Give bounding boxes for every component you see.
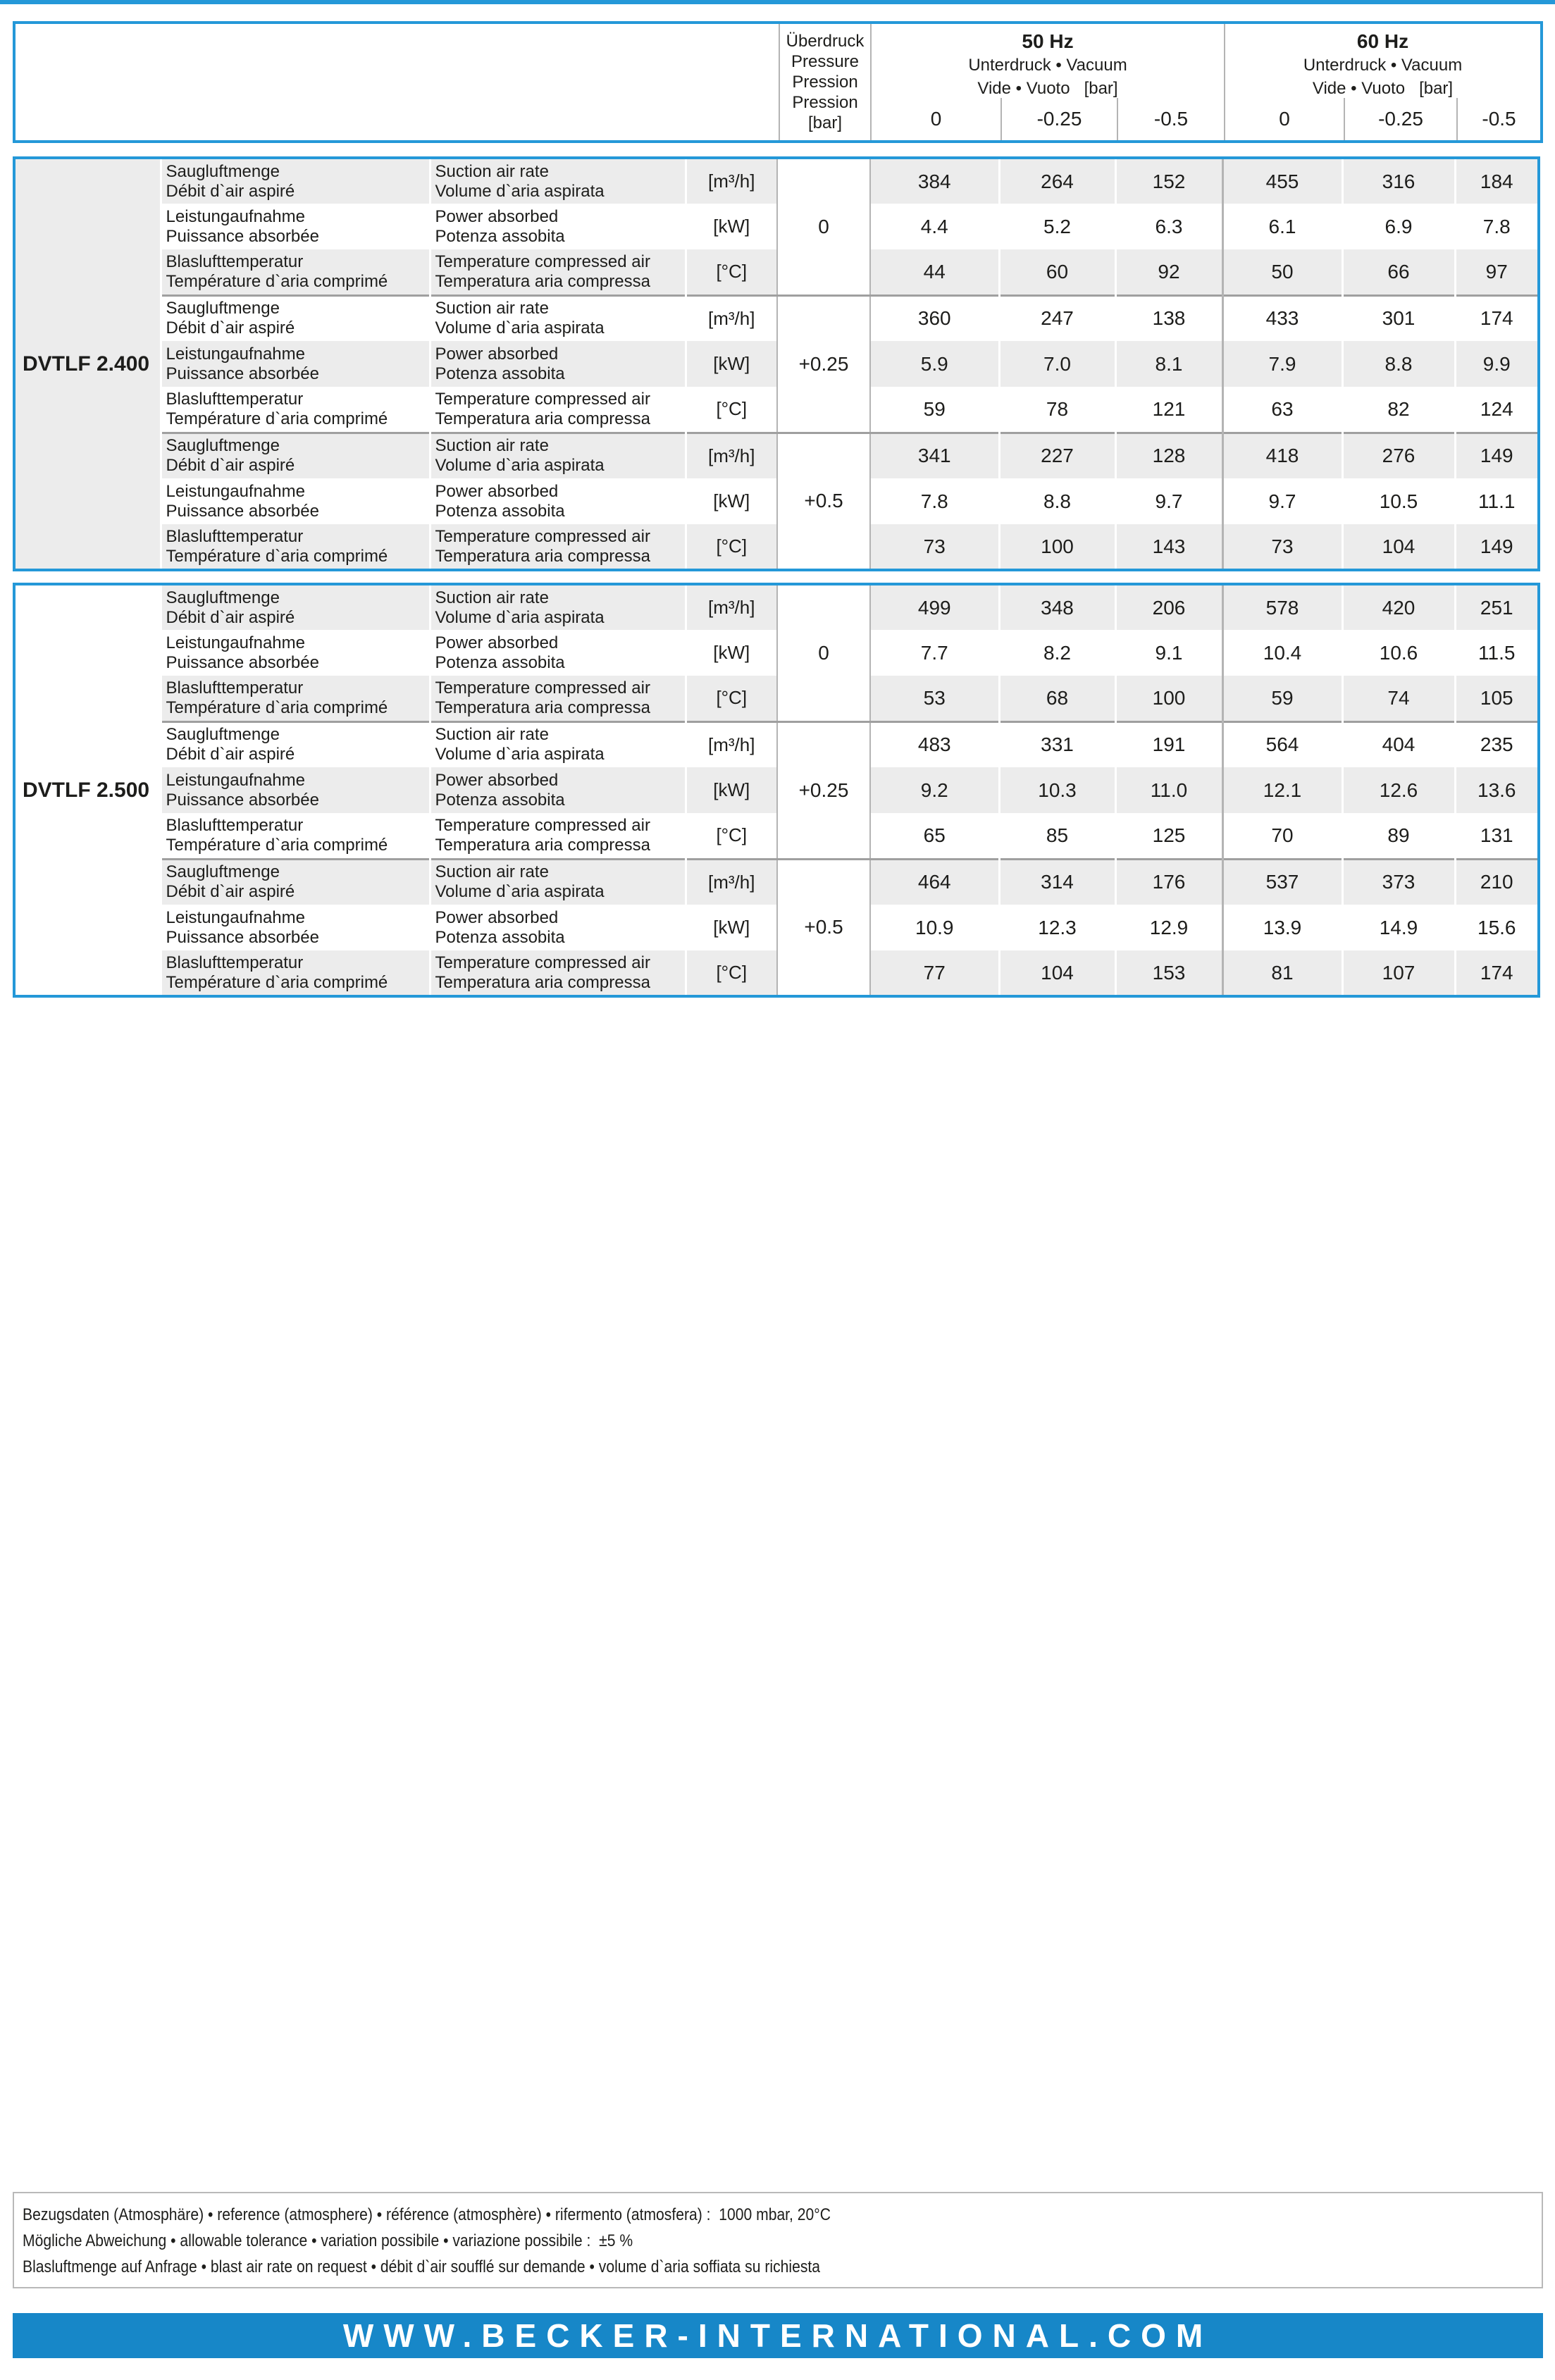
label-line: Saugluftmenge: [166, 436, 280, 456]
value-cell: 92: [1115, 249, 1222, 295]
value-cell: 316: [1342, 158, 1455, 204]
value-cell: 9.7: [1222, 478, 1342, 524]
label-line: Power absorbed: [435, 633, 559, 652]
unit-cell: [°C]: [686, 813, 777, 859]
value-cell: 206: [1115, 584, 1222, 630]
footer-line: Bezugsdaten (Atmosphäre) • reference (atmosphere) • référence (atmosphère) • rifermento (atmosfera) : 1000 mbar, 20°C: [23, 2205, 831, 2224]
label-line: Power absorbed: [435, 481, 559, 501]
label-line: Débit d`air aspiré: [166, 607, 295, 627]
value-cell: 82: [1342, 387, 1455, 433]
value-cell: 14.9: [1342, 905, 1455, 950]
value-cell: 149: [1455, 524, 1539, 570]
value-cell: 59: [1222, 676, 1342, 721]
label-line: Volume d`aria aspirata: [435, 882, 605, 902]
label-line: Volume d`aria aspirata: [435, 456, 605, 476]
value-cell: 13.9: [1222, 905, 1342, 950]
unit-cell: [m³/h]: [686, 721, 777, 767]
value-cell: 384: [870, 158, 999, 204]
model-name: DVTLF 2.400: [14, 158, 161, 570]
value-cell: 50: [1222, 249, 1342, 295]
label-line: Leistungaufnahme: [166, 907, 305, 927]
value-cell: 247: [999, 295, 1115, 341]
value-cell: 11.5: [1455, 630, 1539, 676]
label-line: Power absorbed: [435, 907, 559, 927]
unit-cell: [kW]: [686, 905, 777, 950]
header-table: [13, 21, 1543, 143]
value-cell: 251: [1455, 584, 1539, 630]
value-cell: 12.9: [1115, 905, 1222, 950]
value-cell: 483: [870, 721, 999, 767]
row-label-de-fr: [161, 158, 430, 204]
label-line: Blaslufttemperatur: [166, 815, 304, 835]
footer-box: [13, 2192, 1543, 2288]
value-cell: 89: [1342, 813, 1455, 859]
label-line: Power absorbed: [435, 770, 559, 790]
label-line: Temperature compressed air: [435, 389, 650, 409]
value-cell: 81: [1222, 950, 1342, 996]
label-line: Puissance absorbée: [166, 927, 319, 947]
label-line: Blaslufttemperatur: [166, 389, 304, 409]
value-cell: 301: [1342, 295, 1455, 341]
unit-cell: [m³/h]: [686, 158, 777, 204]
label-line: Puissance absorbée: [166, 652, 319, 672]
value-cell: 149: [1455, 433, 1539, 478]
row-label-de-fr: [161, 584, 430, 630]
value-cell: 6.1: [1222, 204, 1342, 249]
value-cell: 10.9: [915, 916, 954, 938]
value-cell: 7.8: [1455, 204, 1539, 249]
unit-cell: [m³/h]: [686, 433, 777, 478]
row-label-en-it: [430, 859, 686, 905]
label-line: Température d`aria comprimé: [166, 409, 388, 428]
row-label-de-fr: [161, 478, 430, 524]
row-label-de-fr: [161, 204, 430, 249]
label-line: Puissance absorbée: [166, 501, 319, 521]
vacuum-col-header: -0.5: [1456, 98, 1540, 140]
value-cell: 433: [1222, 295, 1342, 341]
value-cell: 420: [1342, 584, 1455, 630]
pressure-cell: +0.25: [777, 295, 870, 433]
value-cell: 74: [1342, 676, 1455, 721]
value-cell: 578: [1222, 584, 1342, 630]
model-name: DVTLF 2.500: [14, 584, 161, 996]
value-cell: 235: [1455, 721, 1539, 767]
value-cell: 128: [1115, 433, 1222, 478]
value-cell: 6.9: [1342, 204, 1455, 249]
group-sub1: Unterdruck • Vacuum: [968, 56, 1127, 75]
value-cell: 537: [1222, 859, 1342, 905]
label-line: Leistungaufnahme: [166, 206, 305, 226]
value-cell: 176: [1115, 859, 1222, 905]
unit-cell: [kW]: [686, 478, 777, 524]
value-cell: 314: [999, 859, 1115, 905]
label-line: Saugluftmenge: [166, 161, 280, 181]
value-cell: 227: [999, 433, 1115, 478]
value-cell: 373: [1342, 859, 1455, 905]
row-label-de-fr: [161, 813, 430, 859]
value-cell: 13.6: [1455, 767, 1539, 813]
value-cell: 12.3: [999, 905, 1115, 950]
value-cell: 138: [1115, 295, 1222, 341]
unit-cell: [m³/h]: [686, 584, 777, 630]
value-cell: 152: [1115, 158, 1222, 204]
vacuum-col-header: -0.25: [1344, 98, 1456, 140]
row-label-en-it: [430, 676, 686, 721]
label-line: Temperatura aria compressa: [435, 972, 650, 992]
label-line: Power absorbed: [435, 206, 559, 226]
label-line: Blaslufttemperatur: [166, 252, 304, 271]
vacuum-col-header: 0: [930, 108, 942, 130]
value-cell: 7.9: [1222, 341, 1342, 387]
label-line: Saugluftmenge: [166, 725, 280, 745]
value-cell: 78: [999, 387, 1115, 433]
pressure-cell: 0: [777, 584, 870, 721]
value-cell: 184: [1455, 158, 1539, 204]
label-line: Saugluftmenge: [166, 299, 280, 318]
row-label-de-fr: [161, 249, 430, 295]
label-line: Volume d`aria aspirata: [435, 745, 605, 764]
value-cell: 8.8: [999, 478, 1115, 524]
group-sub2: Vide • Vuoto [bar]: [977, 79, 1118, 98]
value-cell: 60: [999, 249, 1115, 295]
value-cell: 131: [1455, 813, 1539, 859]
label-line: Débit d`air aspiré: [166, 745, 295, 764]
label-line: Temperatura aria compressa: [435, 835, 650, 855]
value-cell: 100: [999, 524, 1115, 570]
vacuum-col-header: 0: [1224, 98, 1344, 140]
value-cell: 9.9: [1455, 341, 1539, 387]
value-cell: 104: [1342, 524, 1455, 570]
pressure-cell: +0.25: [777, 721, 870, 859]
value-cell: 121: [1115, 387, 1222, 433]
row-label-en-it: [430, 204, 686, 249]
value-cell: 143: [1115, 524, 1222, 570]
label-line: Puissance absorbée: [166, 364, 319, 383]
label-line: Temperatura aria compressa: [435, 409, 650, 428]
label-line: Suction air rate: [435, 436, 549, 456]
label-line: Température d`aria comprimé: [166, 546, 388, 566]
label-line: Suction air rate: [435, 299, 549, 318]
row-label-en-it: [430, 767, 686, 813]
top-accent-bar: [0, 0, 1555, 4]
data-table-dvtlf-2400: [13, 156, 1540, 571]
value-cell: 12.1: [1222, 767, 1342, 813]
label-line: Volume d`aria aspirata: [435, 318, 605, 338]
group-sub1: Unterdruck • Vacuum: [1303, 56, 1463, 75]
label-line: Saugluftmenge: [166, 588, 280, 607]
pressure-col-line: Überdruck: [786, 32, 865, 51]
label-line: Leistungaufnahme: [166, 481, 305, 501]
row-label-de-fr: [161, 630, 430, 676]
unit-cell: [kW]: [686, 341, 777, 387]
value-cell: 105: [1455, 676, 1539, 721]
value-cell: 210: [1455, 859, 1539, 905]
unit-cell: [kW]: [686, 630, 777, 676]
vacuum-col-header: -0.5: [1117, 98, 1224, 140]
value-cell: 65: [923, 824, 946, 846]
label-line: Temperature compressed air: [435, 678, 650, 698]
value-cell: 564: [1222, 721, 1342, 767]
value-cell: 418: [1222, 433, 1342, 478]
row-label-en-it: [430, 295, 686, 341]
row-label-de-fr: [161, 950, 430, 996]
label-line: Potenza assobita: [435, 226, 565, 246]
unit-cell: [°C]: [686, 524, 777, 570]
value-cell: 5.2: [999, 204, 1115, 249]
label-line: Température d`aria comprimé: [166, 972, 388, 992]
value-cell: 70: [1222, 813, 1342, 859]
label-line: Potenza assobita: [435, 652, 565, 672]
row-label-en-it: [430, 630, 686, 676]
pressure-col-line: [bar]: [807, 113, 843, 132]
value-cell: 9.2: [870, 767, 999, 813]
value-cell: 9.7: [1115, 478, 1222, 524]
value-cell: 499: [870, 584, 999, 630]
label-line: Saugluftmenge: [166, 862, 280, 882]
row-label-en-it: [430, 433, 686, 478]
unit-cell: [°C]: [686, 676, 777, 721]
label-line: Puissance absorbée: [166, 226, 319, 246]
value-cell: 63: [1222, 387, 1342, 433]
value-cell: 85: [999, 813, 1115, 859]
row-label-en-it: [430, 158, 686, 204]
label-line: Débit d`air aspiré: [166, 882, 295, 902]
value-cell: 125: [1115, 813, 1222, 859]
value-cell: 153: [1115, 950, 1222, 996]
row-label-de-fr: [161, 905, 430, 950]
row-label-en-it: [430, 387, 686, 433]
website-url: WWW.BECKER-INTERNATIONAL.COM: [342, 2317, 1213, 2354]
label-line: Leistungaufnahme: [166, 344, 305, 364]
value-cell: 11.1: [1455, 478, 1539, 524]
value-cell: 44: [870, 249, 999, 295]
row-label-en-it: [430, 478, 686, 524]
value-cell: 10.6: [1342, 630, 1455, 676]
value-cell: 100: [1115, 676, 1222, 721]
label-line: Power absorbed: [435, 344, 559, 364]
value-cell: 5.9: [870, 341, 999, 387]
label-line: Suction air rate: [435, 161, 549, 181]
vacuum-col-header: -0.25: [1000, 98, 1117, 140]
label-line: Potenza assobita: [435, 790, 565, 810]
value-cell: 264: [999, 158, 1115, 204]
row-label-de-fr: [161, 295, 430, 341]
pressure-col-line: Pressure: [791, 52, 860, 71]
value-cell: 11.0: [1115, 767, 1222, 813]
label-line: Température d`aria comprimé: [166, 835, 388, 855]
value-cell: 174: [1455, 295, 1539, 341]
value-cell: 10.5: [1342, 478, 1455, 524]
header-empty-cell: [16, 24, 779, 140]
label-line: Blaslufttemperatur: [166, 678, 304, 698]
label-line: Suction air rate: [435, 725, 549, 745]
value-cell: 8.2: [999, 630, 1115, 676]
label-line: Temperature compressed air: [435, 252, 650, 271]
label-line: Blaslufttemperatur: [166, 953, 304, 972]
label-line: Temperature compressed air: [435, 953, 650, 972]
row-label-de-fr: [161, 721, 430, 767]
unit-cell: [kW]: [686, 767, 777, 813]
label-line: Potenza assobita: [435, 364, 565, 383]
value-cell: 9.1: [1115, 630, 1222, 676]
pressure-cell: +0.5: [777, 859, 870, 996]
unit-cell: [°C]: [686, 950, 777, 996]
data-table-dvtlf-2500: [13, 583, 1540, 998]
value-cell: 12.6: [1342, 767, 1455, 813]
label-line: Température d`aria comprimé: [166, 698, 388, 717]
header-group-50hz: [872, 24, 1224, 98]
row-label-de-fr: [161, 676, 430, 721]
value-cell: 360: [870, 295, 999, 341]
label-line: Volume d`aria aspirata: [435, 181, 605, 201]
label-line: Leistungaufnahme: [166, 770, 305, 790]
row-label-en-it: [430, 950, 686, 996]
value-cell: 53: [870, 676, 999, 721]
value-cell: 6.3: [1115, 204, 1222, 249]
group-sub2: Vide • Vuoto [bar]: [1312, 79, 1454, 98]
value-cell: 4.4: [920, 215, 948, 237]
label-line: Potenza assobita: [435, 927, 565, 947]
row-label-en-it: [430, 584, 686, 630]
label-line: Suction air rate: [435, 862, 549, 882]
unit-cell: [m³/h]: [686, 295, 777, 341]
value-cell: 66: [1342, 249, 1455, 295]
value-cell: 107: [1342, 950, 1455, 996]
pressure-cell: +0.5: [777, 433, 870, 570]
label-line: Puissance absorbée: [166, 790, 319, 810]
label-line: Débit d`air aspiré: [166, 318, 295, 338]
pressure-col-line: Pression: [792, 73, 858, 92]
value-cell: 348: [999, 584, 1115, 630]
value-cell: 15.6: [1455, 905, 1539, 950]
label-line: Temperatura aria compressa: [435, 546, 650, 566]
website-banner: [13, 2313, 1543, 2358]
row-label-de-fr: [161, 433, 430, 478]
unit-cell: [°C]: [686, 387, 777, 433]
value-cell: 191: [1115, 721, 1222, 767]
value-cell: 464: [870, 859, 999, 905]
row-label-de-fr: [161, 341, 430, 387]
value-cell: 7.0: [999, 341, 1115, 387]
value-cell: 455: [1222, 158, 1342, 204]
value-cell: 73: [1222, 524, 1342, 570]
unit-cell: [m³/h]: [686, 859, 777, 905]
label-line: Temperature compressed air: [435, 526, 650, 546]
label-line: Température d`aria comprimé: [166, 271, 388, 291]
label-line: Temperatura aria compressa: [435, 698, 650, 717]
value-cell: 10.4: [1222, 630, 1342, 676]
value-cell: 77: [870, 950, 999, 996]
pressure-cell: 0: [777, 158, 870, 295]
value-cell: 276: [1342, 433, 1455, 478]
label-line: Leistungaufnahme: [166, 633, 305, 652]
footer-line: Blasluftmenge auf Anfrage • blast air rate on request • débit d`air soufflé sur demande • volume d`aria soffiata su richiesta: [23, 2257, 820, 2276]
header-group-60hz: [1224, 24, 1540, 98]
pressure-col-line: Pression: [792, 93, 858, 112]
group-title: 60 Hz: [1356, 30, 1409, 52]
group-title: 50 Hz: [1022, 30, 1074, 52]
label-line: Débit d`air aspiré: [166, 181, 295, 201]
row-label-en-it: [430, 905, 686, 950]
value-cell: 8.8: [1342, 341, 1455, 387]
value-cell: 97: [1455, 249, 1539, 295]
header-pressure-column: [779, 24, 872, 140]
unit-cell: [kW]: [686, 204, 777, 249]
value-cell: 124: [1455, 387, 1539, 433]
value-cell: 73: [870, 524, 999, 570]
value-cell: 8.1: [1115, 341, 1222, 387]
value-cell: 341: [870, 433, 999, 478]
row-label-en-it: [430, 813, 686, 859]
label-line: Suction air rate: [435, 588, 549, 607]
unit-cell: [°C]: [686, 249, 777, 295]
footer-line: Mögliche Abweichung • allowable tolerance • variation possibile • variazione possibile : ±5 %: [23, 2231, 633, 2250]
label-line: Temperature compressed air: [435, 815, 650, 835]
value-cell: 331: [999, 721, 1115, 767]
row-label-en-it: [430, 341, 686, 387]
label-line: Potenza assobita: [435, 501, 565, 521]
value-cell: 7.7: [920, 641, 948, 664]
value-cell: 7.8: [920, 490, 948, 512]
label-line: Débit d`air aspiré: [166, 456, 295, 476]
row-label-en-it: [430, 524, 686, 570]
row-label-en-it: [430, 721, 686, 767]
row-label-de-fr: [161, 767, 430, 813]
row-label-de-fr: [161, 524, 430, 570]
value-cell: 10.3: [999, 767, 1115, 813]
label-line: Temperatura aria compressa: [435, 271, 650, 291]
value-cell: 68: [999, 676, 1115, 721]
value-cell: 104: [999, 950, 1115, 996]
label-line: Blaslufttemperatur: [166, 526, 304, 546]
row-label-de-fr: [161, 859, 430, 905]
label-line: Volume d`aria aspirata: [435, 607, 605, 627]
row-label-en-it: [430, 249, 686, 295]
value-cell: 404: [1342, 721, 1455, 767]
value-cell: 174: [1455, 950, 1539, 996]
row-label-de-fr: [161, 387, 430, 433]
value-cell: 59: [923, 397, 946, 420]
